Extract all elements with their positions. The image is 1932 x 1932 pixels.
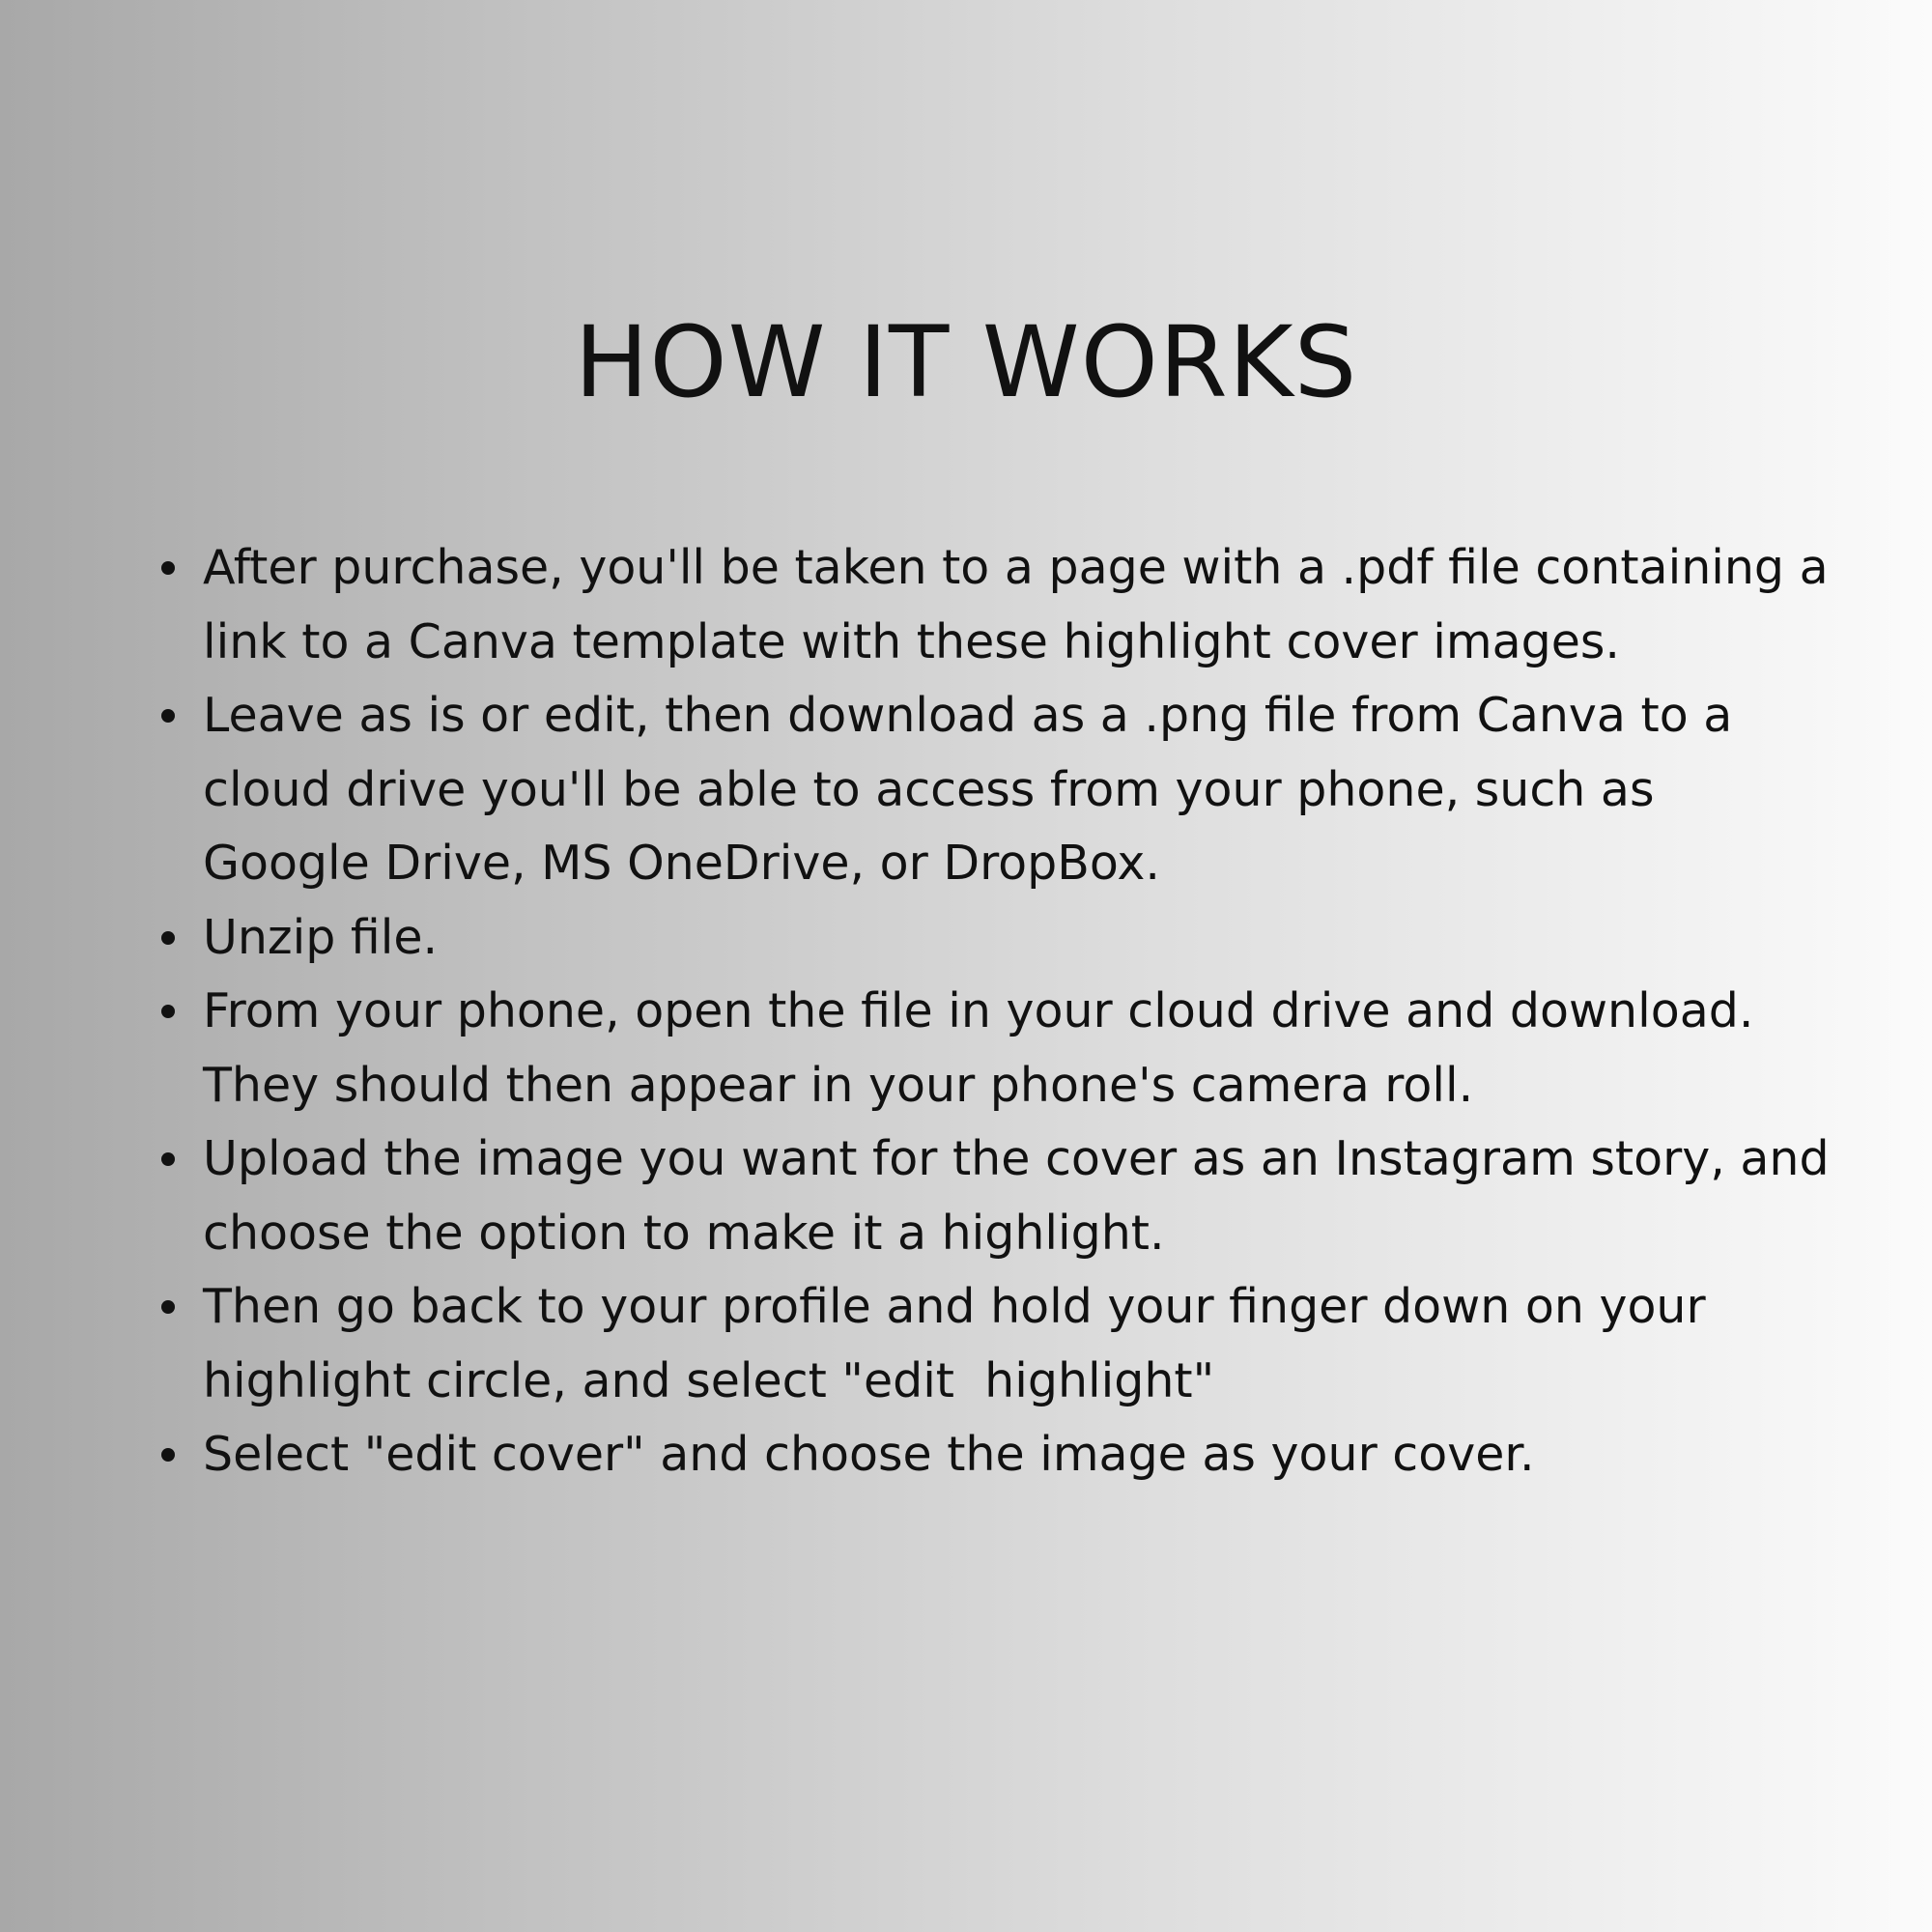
bullet-icon [161,561,175,575]
bullet-icon [161,1005,175,1018]
instruction-text: Then go back to your profile and hold your finger down on your highlight circle, and select "edit highlight" [203,1279,1721,1408]
instruction-text: Upload the image you want for the cover as an Instagram story, and choose the option to make it a highlight. [203,1131,1845,1261]
instruction-text: From your phone, open the file in your cloud drive and download. They should then appear in your phone's camera roll. [203,983,1769,1113]
bullet-icon [161,1448,175,1462]
page-title: HOW IT WORKS [574,305,1358,420]
instruction-step-6 [203,1270,1835,1418]
instruction-step-4 [203,975,1835,1122]
instruction-text: Unzip file. [203,909,439,965]
bullet-icon [161,709,175,723]
instruction-step-5 [203,1122,1845,1270]
bullet-icon [161,1300,175,1314]
instruction-step-3 [203,901,1835,976]
instruction-text: Leave as is or edit, then download as a .png file from Canva to a cloud drive you'll be able to access from your phone, such as Google Drive, MS OneDrive, or DropBox. [203,688,1747,891]
bullet-icon [161,1152,175,1166]
instruction-step-1 [203,531,1844,679]
bullet-icon [161,931,175,945]
instruction-step-2 [203,679,1835,901]
instruction-step-7 [203,1418,1835,1492]
instruction-text: After purchase, you'll be taken to a page with a .pdf file containing a link to a Canva template with these highlight cover images. [203,540,1844,669]
instruction-text: Select "edit cover" and choose the image as your cover. [203,1427,1535,1482]
instructions-list [203,531,1845,1492]
